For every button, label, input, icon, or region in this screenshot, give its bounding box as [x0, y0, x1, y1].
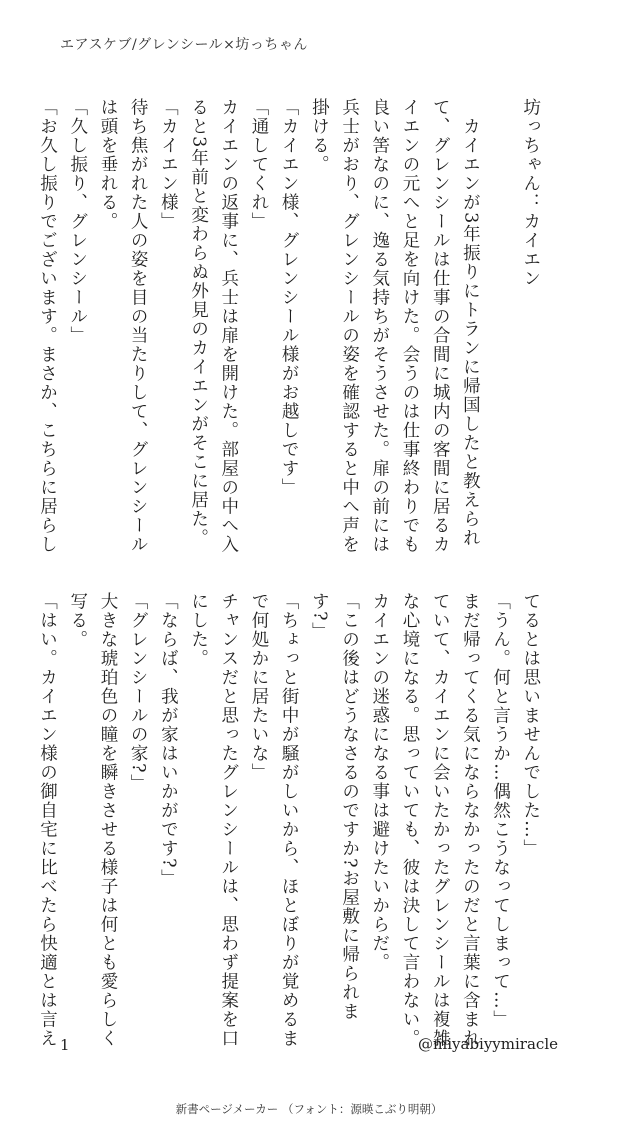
- author-handle: @miyabiyymiracle: [418, 1035, 558, 1053]
- text-line: 良い筈なのに、逸る気持ちがそうさせた。扉の前には: [369, 98, 390, 555]
- text-line: す?」: [309, 592, 330, 642]
- text-line: は頭を垂れる。: [97, 98, 118, 232]
- text-line: 兵士がおり、グレンシールの姿を確認すると中へ声を: [339, 98, 360, 555]
- generator-credit-footer: 新書ページメーカー （フォント：源暎こぶり明朝）: [175, 1102, 443, 1116]
- text-line: 大きな琥珀色の瞳を瞬きさせる様子は何とも愛らしく: [97, 592, 118, 1049]
- text-line: 坊っちゃん：カイエン: [520, 98, 541, 289]
- text-line: 「この後はどうなさるのですか?お屋敷に帰られま: [339, 592, 360, 1022]
- text-line: ていて、カイエンに会いたかったグレンシールは複雑: [430, 592, 451, 1049]
- text-line: 「グレンシールの家?」: [128, 592, 149, 794]
- page-number: 1: [60, 1036, 70, 1054]
- text-line: カイエンの返事に、兵士は扉を開けた。部屋の中へ入: [218, 98, 239, 555]
- text-line: 「通してくれ」: [248, 98, 269, 232]
- text-line: 「久し振り、グレンシール」: [67, 98, 88, 346]
- text-line: チャンスだと思ったグレンシールは、思わず提案を口: [218, 592, 239, 1049]
- text-line: 「カイエン様、グレンシール様がお越しです」: [279, 98, 300, 498]
- text-line: 待ち焦がれた人の姿を目の当たりして、グレンシール: [128, 98, 149, 555]
- text-line: 「うん。何と言うか…偶然こうなってしまって…」: [490, 592, 511, 1030]
- text-line: 「カイエン様」: [158, 98, 179, 232]
- text-line: 「はい。カイエン様の御自宅に比べたら快適とは言え: [37, 592, 58, 1049]
- text-line: イエンの元へと足を向けた。会うのは仕事終わりでも: [399, 98, 420, 555]
- text-line: 「ちょっと街中が騒がしいから、ほとぼりが覚めるま: [279, 592, 300, 1049]
- text-line: な心境になる。思っていても、彼は決して言わない。: [399, 592, 420, 1049]
- text-line: まだ帰ってくる気にならなかったのだと言葉に含まれ: [460, 592, 481, 1049]
- text-line: 「お久し振りでございます。まさか、こちらに居らし: [37, 98, 58, 555]
- text-line: 「ならば、我が家はいかがです?」: [158, 592, 179, 889]
- text-line: ると3年前と変わらぬ外見のカイエンがそこに居た。: [188, 98, 209, 548]
- text-line: で何処かに居たいな」: [248, 592, 269, 783]
- vertical-text-block-top: [32, 84, 576, 555]
- text-line: 掛ける。: [309, 98, 330, 175]
- text-line: て、グレンシールは仕事の合間に城内の客間に居るカ: [430, 98, 451, 555]
- text-line: てるとは思いませんでした…」: [520, 592, 541, 859]
- text-line: カイエンの迷惑になる事は避けたいからだ。: [369, 592, 390, 973]
- text-line: カイエンが3年振りにトランに帰国したと教えられ: [460, 98, 481, 548]
- text-line: 写る。: [67, 592, 88, 650]
- text-line: にした。: [188, 592, 209, 669]
- document-header-title: エアスケブ/グレンシール×坊っちゃん: [60, 37, 308, 53]
